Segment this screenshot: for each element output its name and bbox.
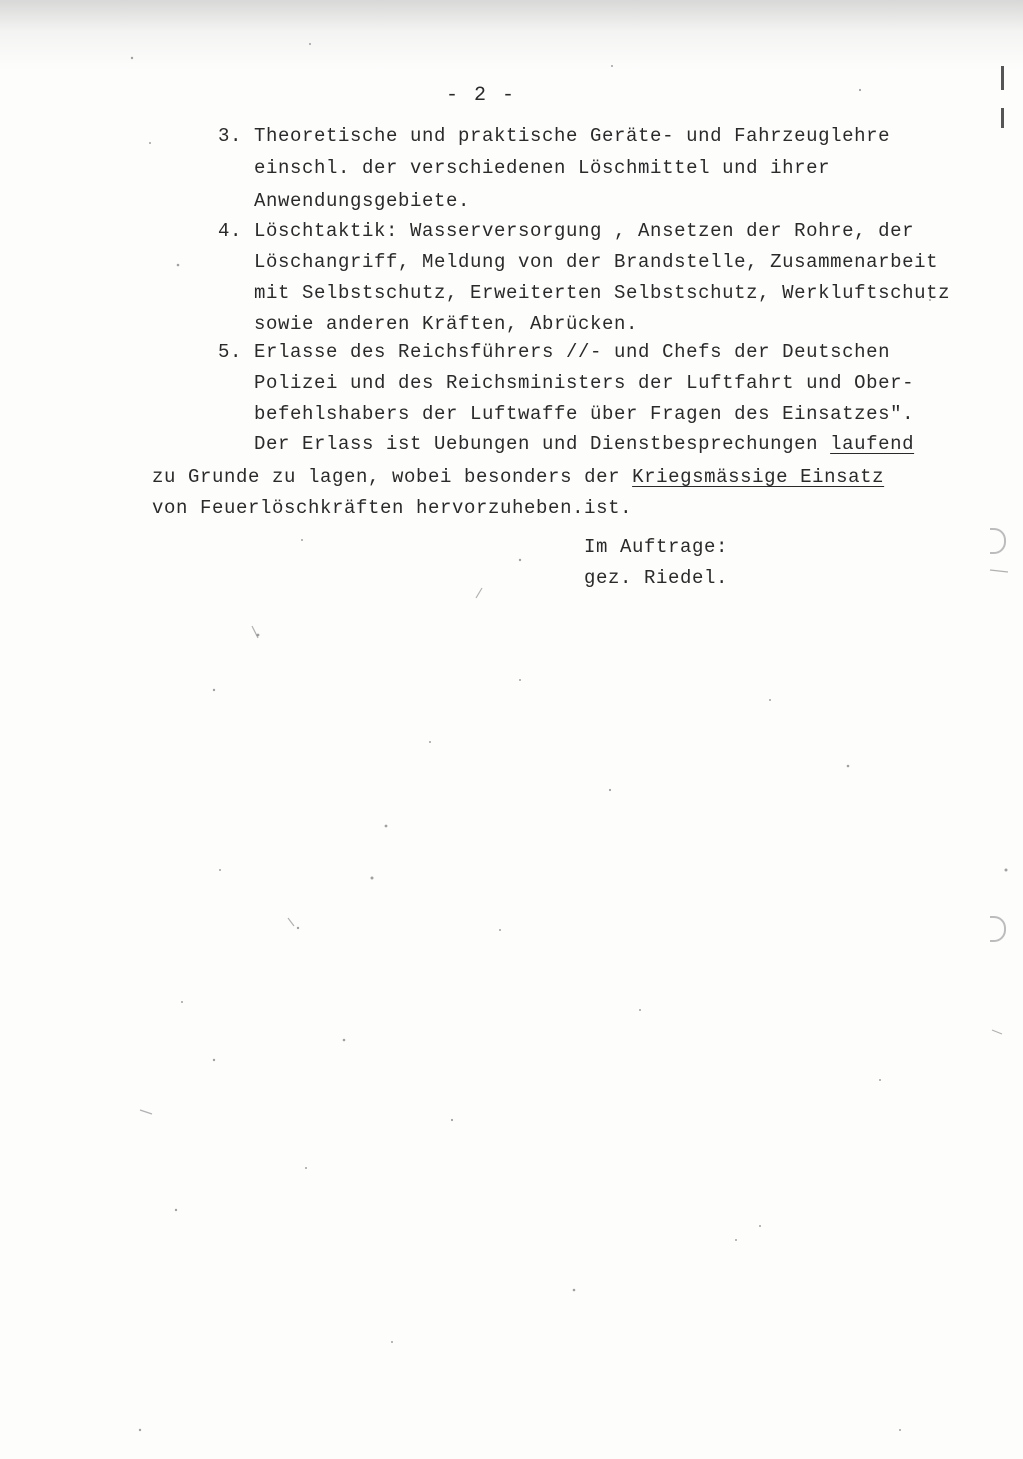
- list-item-text: sowie anderen Kräften, Abrücken.: [254, 313, 639, 335]
- closing-text: Der Erlass ist Uebungen und Dienstbesprechungen: [254, 433, 831, 455]
- list-item-4-line-3: [254, 281, 950, 305]
- list-item-4-line-4: [254, 312, 638, 336]
- signature-text: gez. Riedel.: [584, 567, 729, 589]
- list-item-number: 4.: [218, 220, 243, 242]
- list-item-text: Löschangriff, Meldung von der Brandstelle, Zusammenarbeit: [254, 251, 939, 273]
- underlined-text: laufend: [830, 433, 915, 455]
- signature-line-2: [584, 566, 728, 590]
- closing-paragraph-line-2: [152, 465, 884, 489]
- list-item-5-line-3: [254, 402, 914, 426]
- closing-text: von Feuerlöschkräften hervorzuheben.ist.: [152, 497, 633, 519]
- list-item-5-line-1: [218, 340, 890, 364]
- list-item-text: mit Selbstschutz, Erweiterten Selbstschutz, Werkluftschutz: [254, 282, 951, 304]
- list-item-text: Anwendungsgebiete.: [254, 190, 471, 212]
- list-item-3-line-3: [254, 189, 470, 213]
- underlined-text: Kriegsmässige Einsatz: [632, 466, 885, 488]
- list-item-4-line-2: [254, 250, 938, 274]
- closing-text: zu Grunde zu lagen, wobei besonders der: [152, 466, 633, 488]
- signature-line-1: [584, 535, 728, 559]
- edge-mark: [1001, 108, 1004, 128]
- list-item-3-line-1: [218, 124, 890, 148]
- list-item-text: Theoretische und praktische Geräte- und Fahrzeuglehre: [254, 125, 891, 147]
- list-item-number: 3.: [218, 125, 243, 147]
- list-item-text: Polizei und des Reichsministers der Luftfahrt und Ober-: [254, 372, 915, 394]
- list-item-text: einschl. der verschiedenen Löschmittel und ihrer: [254, 157, 831, 179]
- edge-mark: [1001, 66, 1004, 90]
- list-item-text: Erlasse des Reichsführers //- und Chefs der Deutschen: [254, 341, 891, 363]
- list-item-text: Löschtaktik: Wasserversorgung , Ansetzen der Rohre, der: [254, 220, 915, 242]
- closing-paragraph-line-3: [152, 496, 632, 520]
- list-item-4-line-1: [218, 219, 914, 243]
- list-item-3-line-2: [254, 156, 830, 180]
- list-item-5-line-2: [254, 371, 914, 395]
- signature-text: Im Auftrage:: [584, 536, 729, 558]
- page-number: - 2 -: [446, 84, 517, 107]
- closing-paragraph-line-1: [254, 432, 914, 456]
- list-item-number: 5.: [218, 341, 243, 363]
- list-item-text: befehlshabers der Luftwaffe über Fragen des Einsatzes".: [254, 403, 915, 425]
